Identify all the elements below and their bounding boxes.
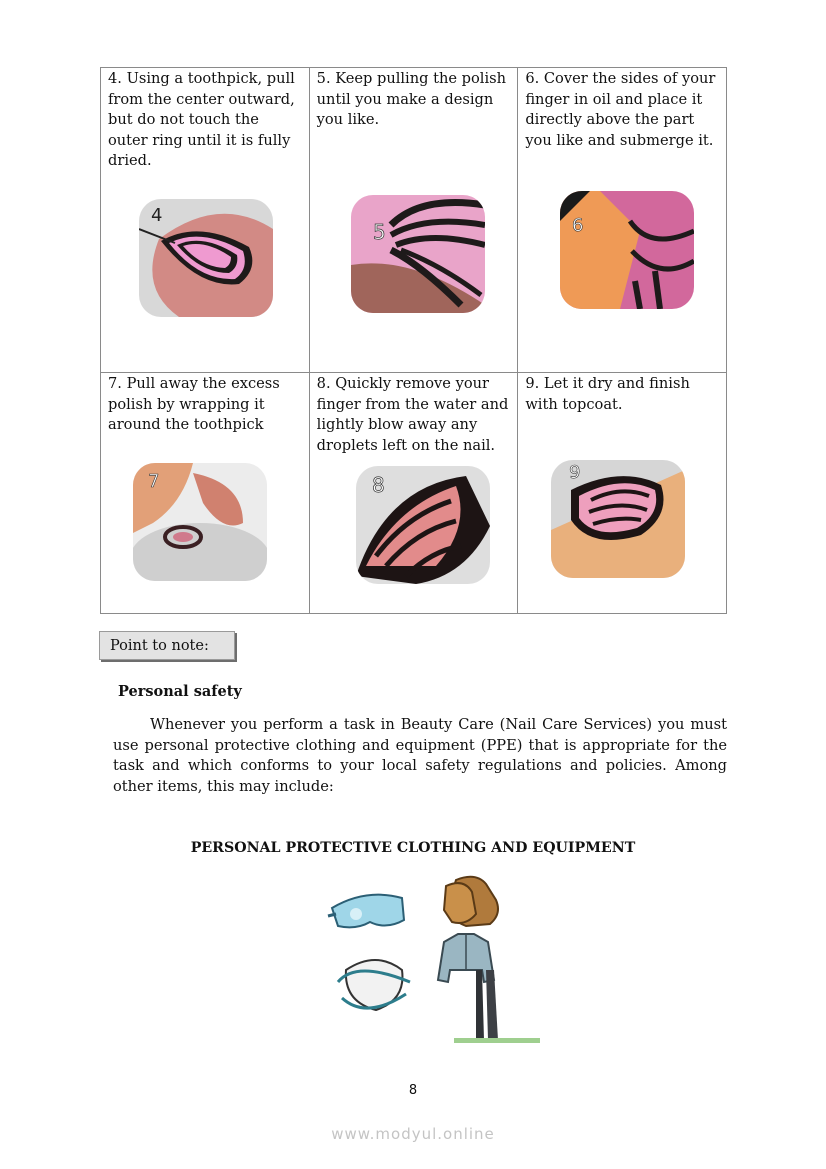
table-row (101, 68, 727, 373)
ppe-illustration (326, 870, 546, 1050)
step-cell-5 (309, 68, 518, 373)
step-7-photo (133, 463, 267, 581)
watermark: www.modyul.online (331, 1125, 495, 1143)
step-cell-8 (309, 373, 518, 614)
step-image-label: 9 (569, 462, 581, 483)
step-image-label: 8 (371, 473, 385, 497)
step-image-label: 6 (572, 215, 584, 236)
step-image-label: 4 (151, 205, 163, 226)
steps-table (100, 67, 727, 614)
ppe-heading: PERSONAL PROTECTIVE CLOTHING AND EQUIPMENT (190, 840, 636, 856)
table-row (101, 373, 727, 614)
step-4-photo (139, 199, 273, 317)
step-text: 4. Using a toothpick, pull from the center outward, but do not touch the outer ring until it is fully dried. (108, 70, 295, 169)
step-text: 5. Keep pulling the polish until you make a design you like. (316, 70, 506, 128)
step-5-photo (351, 195, 485, 313)
step-text: 9. Let it dry and finish with topcoat. (525, 375, 690, 413)
step-8-photo (356, 466, 490, 584)
body-paragraph: Whenever you perform a task in Beauty Care (Nail Care Services) you must use personal protective clothing and equipment (PPE) that is appropriate for the task and which conforms to your local safety regulations and policies. Among other items, this may include: (113, 716, 727, 795)
step-cell-6 (518, 68, 727, 373)
face-mask-icon (338, 960, 410, 1010)
step-image-label: 5 (372, 220, 386, 244)
step-cell-9 (518, 373, 727, 614)
section-title: Personal safety (118, 683, 242, 700)
step-cell-4 (101, 68, 310, 373)
step-image-label: 7 (148, 471, 160, 492)
work-clothes-icon (438, 934, 540, 1043)
gloves-icon (444, 877, 498, 926)
step-cell-7 (101, 373, 310, 614)
goggles-icon (328, 895, 404, 928)
point-to-note-box: Point to note: (99, 631, 235, 660)
step-9-photo (551, 460, 685, 578)
step-text: 8. Quickly remove your finger from the water and lightly blow away any droplets left on the nail. (316, 375, 509, 454)
step-text: 6. Cover the sides of your finger in oil and place it directly above the part you like and submerge it. (525, 70, 716, 149)
step-text: 7. Pull away the excess polish by wrapping it around the toothpick (108, 375, 280, 433)
step-6-photo (560, 191, 694, 309)
page-number: 8 (408, 1083, 418, 1098)
